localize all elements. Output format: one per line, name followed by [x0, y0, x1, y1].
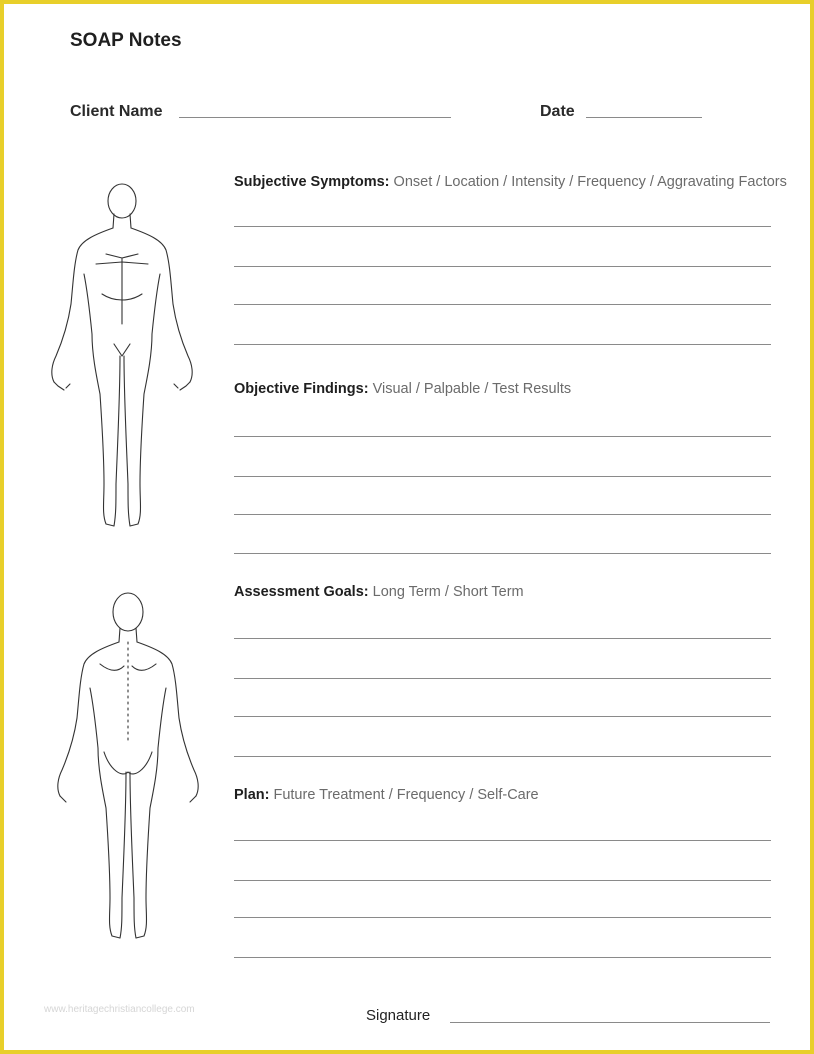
plan-heading: [234, 787, 539, 803]
objective-line-2[interactable]: [234, 476, 771, 477]
signature-field[interactable]: [450, 1022, 770, 1023]
assessment-line-4[interactable]: [234, 756, 771, 757]
subjective-heading: [234, 174, 787, 190]
assessment-subtitle: Long Term / Short Term: [372, 584, 524, 600]
subjective-line-4[interactable]: [234, 344, 771, 345]
date-label: Date: [540, 103, 575, 120]
plan-line-4[interactable]: [234, 957, 771, 958]
subjective-line-1[interactable]: [234, 226, 771, 227]
watermark-text: www.heritagechristiancollege.com: [44, 1004, 195, 1015]
date-field[interactable]: [586, 117, 702, 118]
objective-title: Objective Findings:: [234, 381, 369, 397]
subjective-line-2[interactable]: [234, 266, 771, 267]
objective-line-4[interactable]: [234, 553, 771, 554]
page-title: SOAP Notes: [70, 30, 182, 51]
body-back-icon: [44, 592, 204, 944]
assessment-line-2[interactable]: [234, 678, 771, 679]
body-front-icon: [44, 184, 204, 536]
plan-subtitle: Future Treatment / Frequency / Self-Care: [273, 787, 539, 803]
subjective-title: Subjective Symptoms:: [234, 174, 390, 190]
assessment-heading: [234, 584, 524, 600]
assessment-line-3[interactable]: [234, 716, 771, 717]
subjective-subtitle: Onset / Location / Intensity / Frequency / Aggravating Factors: [393, 174, 787, 190]
client-name-label: Client Name: [70, 103, 163, 120]
plan-line-3[interactable]: [234, 917, 771, 918]
plan-title: Plan:: [234, 787, 270, 803]
client-name-field[interactable]: [179, 117, 451, 118]
objective-heading: [234, 381, 571, 397]
objective-line-1[interactable]: [234, 436, 771, 437]
assessment-line-1[interactable]: [234, 638, 771, 639]
plan-line-1[interactable]: [234, 840, 771, 841]
objective-line-3[interactable]: [234, 514, 771, 515]
plan-line-2[interactable]: [234, 880, 771, 881]
subjective-line-3[interactable]: [234, 304, 771, 305]
signature-label: Signature: [366, 1007, 431, 1024]
assessment-title: Assessment Goals:: [234, 584, 369, 600]
objective-subtitle: Visual / Palpable / Test Results: [372, 381, 572, 397]
